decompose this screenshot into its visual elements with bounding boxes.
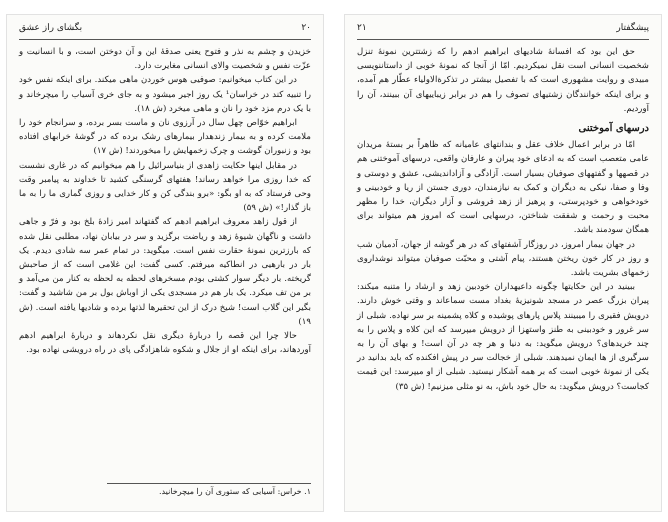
right-header-rule bbox=[357, 39, 649, 40]
right-page-body bbox=[357, 45, 649, 394]
left-paragraph: در مقابل اینها حکایت زاهدی از بنیاسرائیل را هم میخوانیم که در غاری نشست که خدا روزی مرا خواهد رساند! هفتهای گرسنگی کشید تا خداوند به پیامبر وقت وحی فرستاد که به او بگو: «برو بندگی کن و کار خدایی و روزی گماری ما را به ما باز گذار!» (ش ۵۹) bbox=[19, 160, 311, 214]
left-page-number: ۲۰ bbox=[301, 23, 311, 33]
left-paragraph: در این کتاب میخوانیم: صوفیی هوس خوردن ماهی میکند. برای اینکه نفس خود را تنبیه کند در خراسان¹ یک روز اجیر میشود و به جای خری آسیاب را میچرخاند و با یک درم مزد خود را نان و ماهی میخرد (ش ۱۸). bbox=[19, 75, 311, 114]
left-page bbox=[6, 14, 324, 512]
right-running-title: پیشگفتار bbox=[616, 23, 649, 33]
section-heading: درسهای آموختنی bbox=[578, 123, 649, 135]
right-page bbox=[344, 14, 662, 512]
left-page-header bbox=[19, 23, 311, 37]
right-paragraph: امّا در برابر اعمال خلاف عقل و بندانتهای عامیانه که ظاهراً بر بستهٔ مریدان عامی متعصب است که به ادعای خود پیران و عارفان واقعی، درسهای آموختنی هم در قصهها و گفتههای صوفیان بسیار است. آزادگی و آزاداندیشی، عشق و دوستی و وفا و صفا، نیکی به دیگران و کمک به نیازمندان، دوری جستن از ریا و خودبینی و خودخواهی و خودپرستی، و پرهیز از زهد فروشی و آزار دیگران، خدا را مظهر محبت و رحمت و شفقت شناختن، درسهایی است که امروز هم میتواند برای همگان سودمند باشد. bbox=[357, 140, 649, 236]
left-paragraph: ابراهیم خوّاص چهل سال در آرزوی نان و ماست بسر برده، و سرانجام خود را ملامت کرده و به بیمار زندهدار بیمارهای رشک برده که در گوشهٔ خرابهای افتاده بود و زنبوران گوشت و چرک زخمهایش را میخوردند! (ش ۱۷) bbox=[19, 118, 311, 157]
left-header-rule bbox=[19, 39, 311, 40]
left-paragraph: حالا چرا این قصه را دربارهٔ دیگری نقل نکردهاند و دربارهٔ ابراهیم ادهم آوردهاند، برای اینکه او از جلال و شکوه شاهزادگی پای در راه درویشی نهاده بود. bbox=[19, 331, 311, 356]
left-paragraph: از قول زاهد معروف ابراهیم ادهم که گفتهاند امیر زادهٔ بلخ بود و فرّ و جاهی داشت و ناگهان شیوهٔ زهد و ریاضت برگزید و سر در بیابان نهاد، مطلبی نقل شده که بارزترین نمونهٔ حقارت نفس است. میگوید: در تمام عمر سه شادی دیدم. یک بار در بارهیی در انطاکیه میرفتم. کسی گفت: این غلامی است که از صاحبش گریخته. بار دیگر سوار کشتی بودم مسخرهای لحظه به لحظه به کنار من می‌آمد و بر من تف میکرد. یک بار هم در مسجدی یکی از اوباش بول بر من شاشید و گفت: بگیر این گلاب است! شیخ درک از این تحقیرها لذتها برده و شادیها یافته است. (ش ۱۹) bbox=[19, 217, 311, 327]
footnote-rule bbox=[107, 483, 311, 484]
footnote: ۱. خراس: آسیابی که ستوری آن را میچرخانید. bbox=[158, 487, 311, 496]
left-running-title: بگشای راز عشق bbox=[19, 23, 83, 33]
left-paragraph: خزیدن و چشم به نذر و فتوح یعنی صدقهٔ این و آن دوختن است، و با انسانیت و عزّت نفس و شخصیت والای انسانی مغایرت دارد. bbox=[19, 47, 311, 72]
right-paragraph: ببینید در این حکایتها چگونه داعیهداران خودبین زهد و ارشاد را متنبه میکند: پیران بزرگ عصر در مسجد شونیزیهٔ بغداد مست سماعاند و وقتی خوش دارند. درویش فقیری را میبینند پلاس پارهای پوشیده و کلاه پشمینه بر سر نهاده. شبلی از سر غرور و خودبینی به طنز واستهزا از درویش میپرسد که این کلاه و پلاس را به چند خریدهای؟ درویش میگوید: به دنیا و هر چه در آن است! و بهای آن را به سرگیری از ها ایمان نمیدهند. شبلی از خجالت سر در پیش افکنده که باید بدانید در یکی از نمونهٔ خوبی است که بر همه آشکار نیستید. شبلی از او میپرسد: این قیمت کجاست؟ درویش میگوید: به حال خود باش، به نو مثلی میزنیم! (ش ۳۵) bbox=[357, 282, 649, 392]
right-page-number: ۲۱ bbox=[357, 23, 367, 33]
right-page-header bbox=[357, 23, 649, 37]
right-intro-paragraph: حق این بود که افسانهٔ شادیهای ابراهیم ادهم را که زشتترین نمونهٔ تنزل شخصیت انسانی است نقل نمیکردیم. امّا از آنجا که نمونهٔ خوبی از داستاننویسی مبیدی و روایت مشهوری است که با تفصیل بیشتر در تذکرةالاولیاء عطّار هم آمده، و برای اینکه خوانندگان زشتیهای تصوف را هم در برابر زیباییهای آن ببینند، آن را آوردیم. bbox=[357, 47, 649, 114]
left-page-body bbox=[19, 45, 311, 357]
right-paragraph: در جهان بیمار امروز، در روزگار آشفتهای که در هر گوشه از جهان، آدمیان شب و روز در کار خون ریختن هستند، پیام آشتی و محبّت صوفیان میتواند نوشداروی زخمهای بشریت باشد. bbox=[357, 239, 649, 279]
